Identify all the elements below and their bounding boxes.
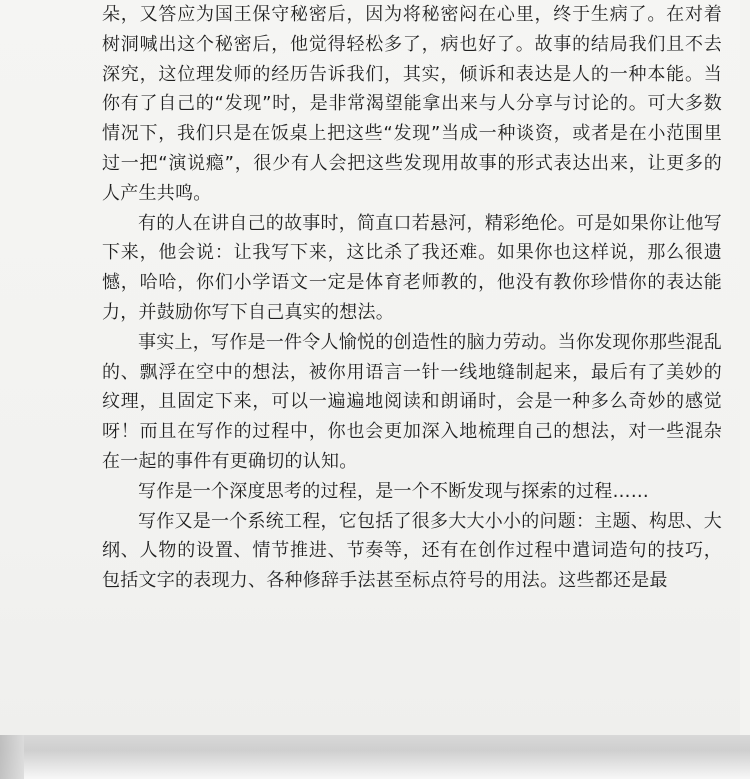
scan-left-shadow bbox=[0, 735, 24, 779]
paragraph-system-engineering: 写作又是一个系统工程，它包括了很多大大小小的问题：主题、构思、大纲、人物的设置、情节推进、节奏等，还有在创作过程中遣词造句的技巧，包括文字的表现力、各种修辞手法甚至标点符号的用法。这些都还是最 bbox=[102, 510, 722, 592]
body-text bbox=[102, 0, 722, 596]
paragraph-continuation: 朵，又答应为国王保守秘密后，因为将秘密闷在心里，终于生病了。在对着树洞喊出这个秘密后，他觉得轻松多了，病也好了。故事的结局我们且不去深究，这位理发师的经历告诉我们，其实，倾诉和表达是人的一种本能。当你有了自己的“发现”时，是非常渴望能拿出来与人分享与讨论的。可大多数情况下，我们只是在饭桌上把这些“发现”当成一种谈资，或者是在小范围里过一把“演说瘾”，很少有人会把这些发现用故事的形式表达出来，让更多的人产生共鸣。 bbox=[102, 4, 722, 204]
scan-bottom-strip bbox=[0, 735, 750, 779]
paragraph-deep-thinking: 写作是一个深度思考的过程，是一个不断发现与探索的过程…… bbox=[138, 480, 649, 502]
paragraph-writing-creativity: 事实上，写作是一件令人愉悦的创造性的脑力劳动。当你发现你那些混乱的、飘浮在空中的想法，被你用语言一针一线地缝制起来，最后有了美妙的纹理，且固定下来，可以一遍遍地阅读和朗诵时，会是一种多么奇妙的感觉呀！而且在写作的过程中，你也会更加深入地梳理自己的想法，对一些混杂在一起的事件有更确切的认知。 bbox=[102, 331, 722, 472]
paragraph-oral-storytelling: 有的人在讲自己的故事时，简直口若悬河，精彩绝伦。可是如果你让他写下来，他会说：让我写下来，这比杀了我还难。如果你也这样说，那么很遗憾，哈哈，你们小学语文一定是体育老师教的，他没有教你珍惜你的表达能力，并鼓励你写下自己真实的想法。 bbox=[102, 212, 722, 323]
